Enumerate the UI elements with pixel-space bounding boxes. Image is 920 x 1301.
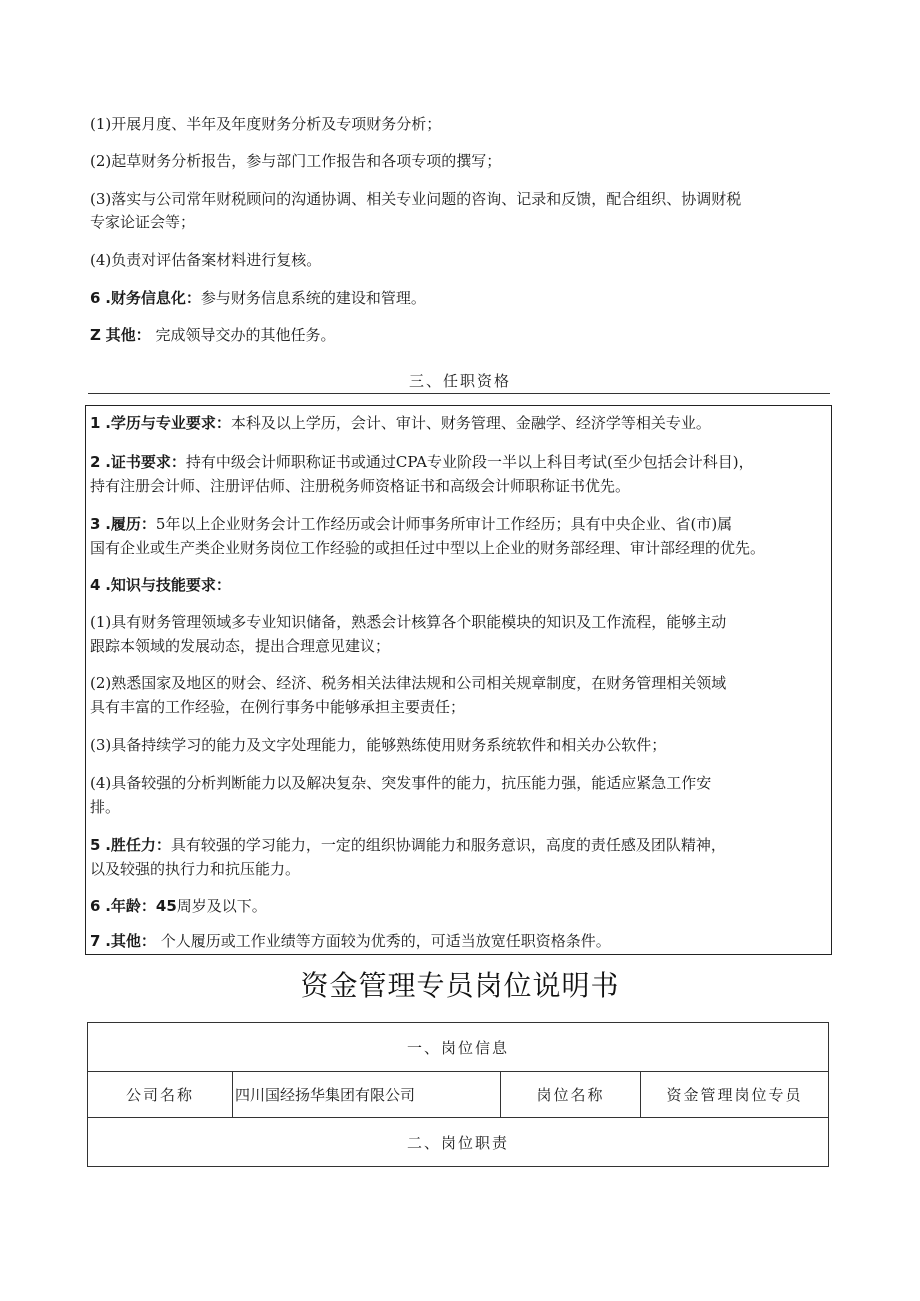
duty-item-2: (2)起草财务分析报告，参与部门工作报告和各项专项的撰写； [90, 152, 502, 170]
duty-6-text: 参与财务信息系统的建设和管理。 [200, 289, 426, 307]
qualification-title: 三、任职资格 [408, 372, 511, 390]
qual-3b: 国有企业或生产类企业财务岗位工作经验的或担任过中型以上企业的财务部经理、审计部经理的优先。 [90, 539, 766, 557]
qual-1-text: 本科及以上学历，会计、审计、财务管理、金融学、经济学等相关专业。 [230, 414, 711, 432]
company-label: 公司名称 [88, 1072, 233, 1118]
qual-7 [90, 930, 830, 952]
qual-5a [90, 834, 830, 856]
qual-4-item-1b: 跟踪本领域的发展动态，提出合理意见建议； [90, 637, 391, 655]
qual-5-num: 5 [90, 836, 101, 854]
duty-6-num: 6 [90, 289, 101, 307]
qual-6 [90, 895, 830, 917]
section-2-header: 二、岗位职责 [88, 1118, 829, 1167]
qual-1-num: 1 [90, 414, 101, 432]
qual-7-num: 7 [90, 932, 101, 950]
section-1-header: 一、岗位信息 [88, 1023, 829, 1072]
qual-2-text1: 持有中级会计师职称证书或通过CPA专业阶段一半以上科目考试(至少包括会计科目)， [185, 453, 754, 471]
qual-6-text: 周岁及以下。 [176, 897, 267, 915]
duty-7-text: 完成领导交办的其他任务。 [155, 326, 336, 344]
qual-3-label: .履历： [105, 515, 156, 533]
position-value: 资金管理岗位专员 [641, 1072, 829, 1118]
qual-4-label: .知识与技能要求： [105, 576, 231, 594]
qual-7-label: .其他： [105, 932, 156, 950]
qual-4-item-3: (3)具备持续学习的能力及文字处理能力，能够熟练使用财务系统软件和相关办公软件； [90, 736, 667, 754]
duty-7-label: 其他： [105, 326, 151, 344]
qual-5b: 以及较强的执行力和抗压能力。 [90, 860, 301, 878]
qual-4-item-1a: (1)具有财务管理领域多专业知识储备，熟悉会计核算各个职能模块的知识及工作流程，能够主动 [90, 613, 727, 631]
qual-5-text1: 具有较强的学习能力，一定的组织协调能力和服务意识，高度的责任感及团队精神， [170, 836, 726, 854]
qual-1-label: .学历与专业要求： [105, 414, 231, 432]
qual-3-num: 3 [90, 515, 101, 533]
duty-item-4: (4)负责对评估备案材料进行复核。 [90, 251, 322, 269]
position-label: 岗位名称 [501, 1072, 641, 1118]
document-title: 资金管理专员岗位说明书 [300, 969, 620, 1002]
duty-7-num: Z [90, 326, 101, 344]
qual-4-item-4a: (4)具备较强的分析判断能力以及解决复杂、突发事件的能力，抗压能力强，能适应紧急工作安 [90, 774, 712, 792]
position-info-table [87, 1022, 829, 1167]
duty-item-1: (1)开展月度、半年及年度财务分析及专项财务分析； [90, 115, 442, 133]
qual-4-item-4b: 排。 [90, 798, 121, 816]
qual-6-num: 6 [90, 897, 101, 915]
qual-2-label: .证书要求： [105, 453, 186, 471]
qual-6-age: 45 [155, 897, 177, 915]
qual-7-text: 个人履历或工作业绩等方面较为优秀的，可适当放宽任职资格条件。 [160, 932, 611, 950]
duty-item-3b: 专家论证会等； [90, 213, 196, 231]
qual-4-num: 4 [90, 576, 101, 594]
section-divider [88, 393, 830, 394]
qual-3a [90, 513, 830, 535]
duty-7 [90, 324, 840, 346]
duty-6-label: .财务信息化： [105, 289, 201, 307]
qual-3-text1: 5年以上企业财务会计工作经历或会计师事务所审计工作经历；具有中央企业、省(市)属 [155, 515, 733, 533]
qual-4-item-2b: 具有丰富的工作经验，在例行事务中能够承担主要责任； [90, 698, 466, 716]
qual-4-item-2a: (2)熟悉国家及地区的财会、经济、税务相关法律法规和公司相关规章制度，在财务管理相关领域 [90, 674, 727, 692]
qual-6-label: .年龄： [105, 897, 156, 915]
qual-4 [90, 574, 830, 596]
company-value: 四川国经扬华集团有限公司 [233, 1072, 501, 1118]
qual-1 [90, 412, 830, 434]
qual-2-num: 2 [90, 453, 101, 471]
qualification-box [85, 405, 832, 955]
duty-item-3a: (3)落实与公司常年财税顾问的沟通协调、相关专业问题的咨询、记录和反馈，配合组织、协调财税 [90, 190, 742, 208]
duty-6 [90, 287, 840, 309]
qual-5-label: .胜任力： [105, 836, 171, 854]
qual-2a [90, 451, 830, 473]
qual-2b: 持有注册会计师、注册评估师、注册税务师资格证书和高级会计师职称证书优先。 [90, 477, 631, 495]
